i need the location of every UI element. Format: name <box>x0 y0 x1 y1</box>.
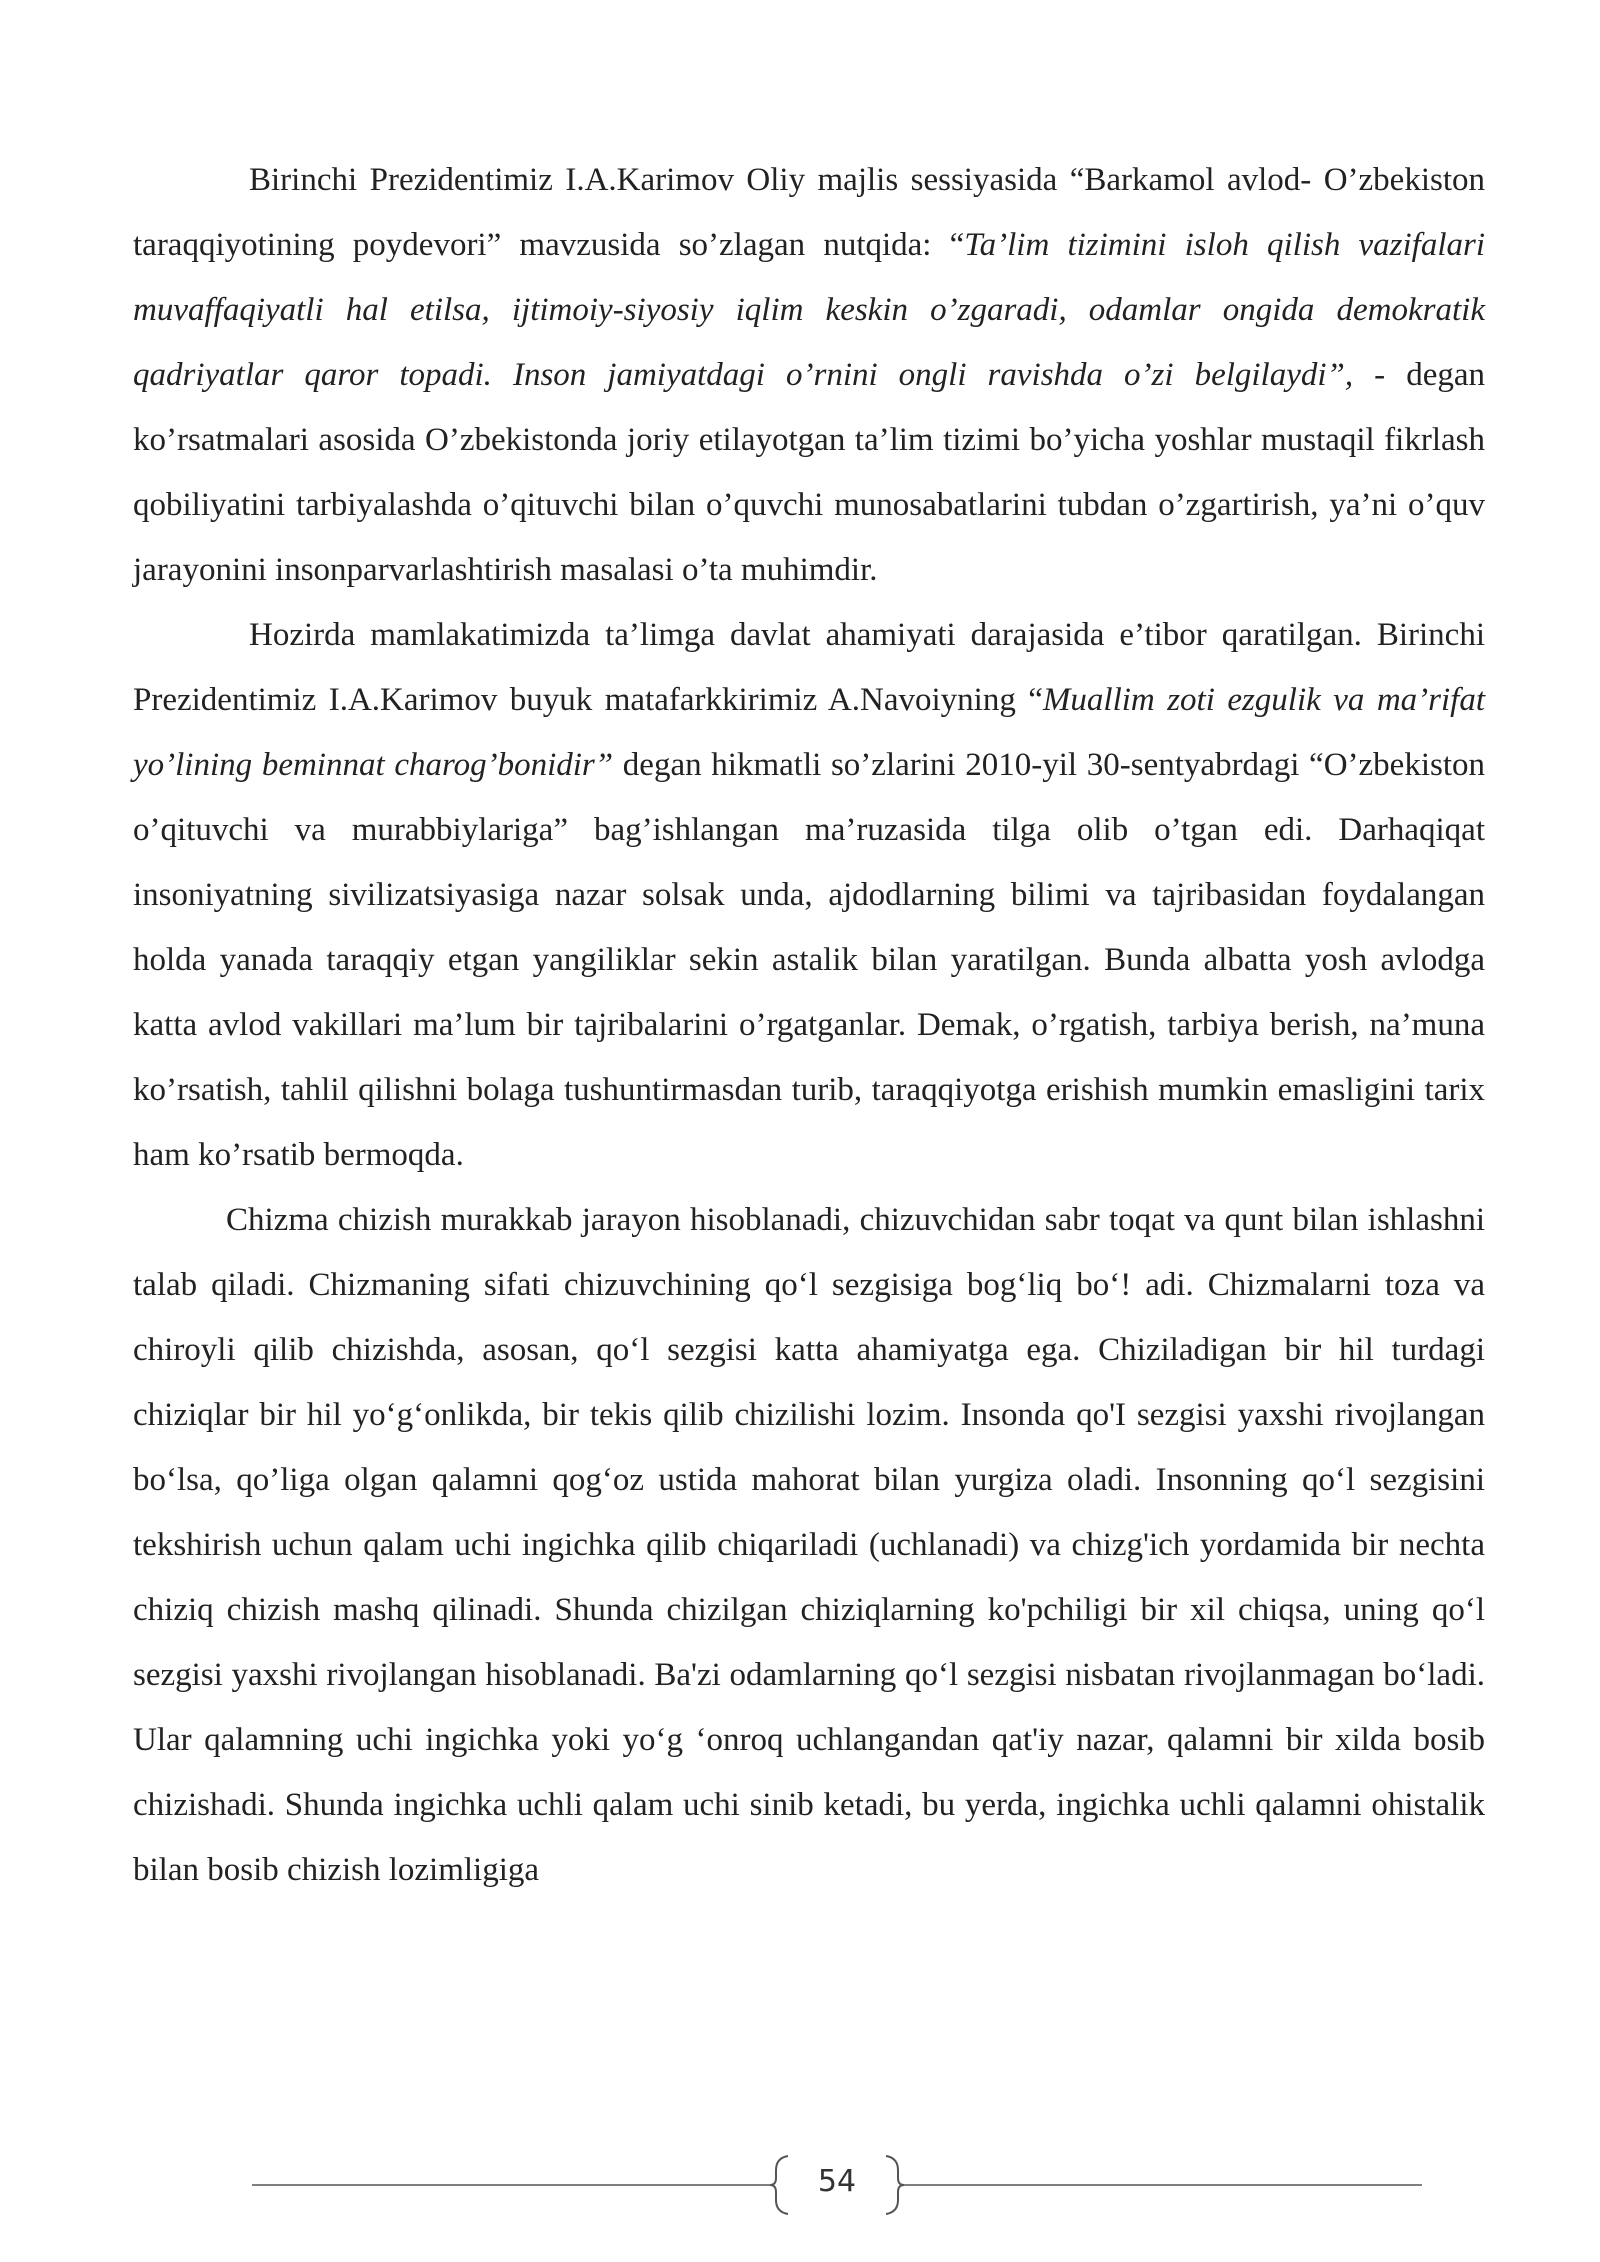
p2-quote-italic: Muallim zoti ezgulik va ma’rifat yo’lining beminnat charog’bonidir” <box>133 682 1486 783</box>
p2-normal-1: Hozirda mamlakatimizda ta’limga davlat ahamiyati darajasida e’tibor qaratilgan. Birinchi Prezidentimiz I.A.Karimov buyuk matafarkkirimiz A.Navoiyning “ <box>133 617 1485 718</box>
p1-quote-italic: Ta’lim tizimini isloh qilish vazifalari muvaffaqiyatli hal etilsa, ijtimoiy-siyosiy iqlim keskin o’zgaradi, odamlar ongida demokratik qadriyatlar qaror topadi. Inson jamiyatdagi o’rnini ongli ravishda o’zi belgilaydi”, <box>133 227 1486 393</box>
p1-normal-2: - degan ko’rsatmalari asosida O’zbekistonda joriy etilayotgan ta’lim tizimi bo’yicha yoshlar mustaqil fikrlash qobiliyatini tarbiyalashda o’qituvchi bilan o’quvchi munosabatlarini tubdan o’zgartirish, ya’ni o’quv jarayonini insonparvarlashtirish masalasi o’ta muhimdir. <box>133 357 1485 588</box>
paragraph-1 <box>133 148 1485 603</box>
body-text <box>133 148 1485 1903</box>
page-footer <box>252 2150 1422 2220</box>
p3-normal-1: Chizma chizish murakkab jarayon hisoblanadi, chizuvchidan sabr toqat va qunt bilan ishlashni talab qiladi. Chizmaning sifati chizuvchining qo‘l sezgisiga bog‘liq bo‘! adi. Chizmalarni toza va chiroyli qilib chizishda, asosan, qo‘l sezgisi katta ahamiyatga ega. Chiziladigan bir hil turdagi chiziqlar bir hil yo‘g‘onlikda, bir tekis qilib chizilishi lozim. Insonda qo'I sezgisi yaxshi rivojlangan bo‘lsa, qo’liga olgan qalamni qog‘oz ustida mahorat bilan yurgiza oladi. Insonning qo‘l sezgisini tekshirish uchun qalam uchi ingichka qilib chiqariladi (uchlanadi) va chizg'ich yordamida bir nechta chiziq chizish mashq qilinadi. Shunda chizilgan chiziqlarning ko'pchiligi bir xil chiqsa, uning qo‘l sezgisi yaxshi rivojlangan hisoblanadi. Ba'zi odamlarning qo‘l sezgisi nisbatan rivojlanmagan bo‘ladi. Ular qalamning uchi ingichka yoki yo‘g ‘onroq uchlangandan qat'iy nazar, qalamni bir xilda bosib chizishadi. Shunda ingichka uchli qalam uchi sinib ketadi, bu yerda, ingichka uchli qalamni ohistalik bilan bosib chizish lozimligiga <box>133 1202 1485 1888</box>
paragraph-3 <box>133 1188 1485 1903</box>
footer-brace-right <box>886 2156 904 2214</box>
p1-normal-1: Birinchi Prezidentimiz I.A.Karimov Oliy majlis sessiyasida “Barkamol avlod- O’zbekiston taraqqiyotining poydevori” mavzusida so’zlagan nutqida: “ <box>133 162 1485 263</box>
paragraph-2 <box>133 603 1485 1188</box>
page-number: 54 <box>817 2164 857 2199</box>
p2-normal-2: degan hikmatli so’zlarini 2010-yil 30-sentyabrdagi “O’zbekiston o’qituvchi va murabbiylariga” bag’ishlangan ma’ruzasida tilga olib o’tgan edi. Darhaqiqat insoniyatning sivilizatsiyasiga nazar solsak unda, ajdodlarning bilimi va tajribasidan foydalangan holda yanada taraqqiy etgan yangiliklar sekin astalik bilan yaratilgan. Bunda albatta yosh avlodga katta avlod vakillari ma’lum bir tajribalarini o’rgatganlar. Demak, o’rgatish, tarbiya berish, na’muna ko’rsatish, tahlil qilishni bolaga tushuntirmasdan turib, taraqqiyotga erishish mumkin emasligini tarix ham ko’rsatib bermoqda. <box>133 747 1485 1173</box>
footer-brace-left <box>770 2156 788 2214</box>
